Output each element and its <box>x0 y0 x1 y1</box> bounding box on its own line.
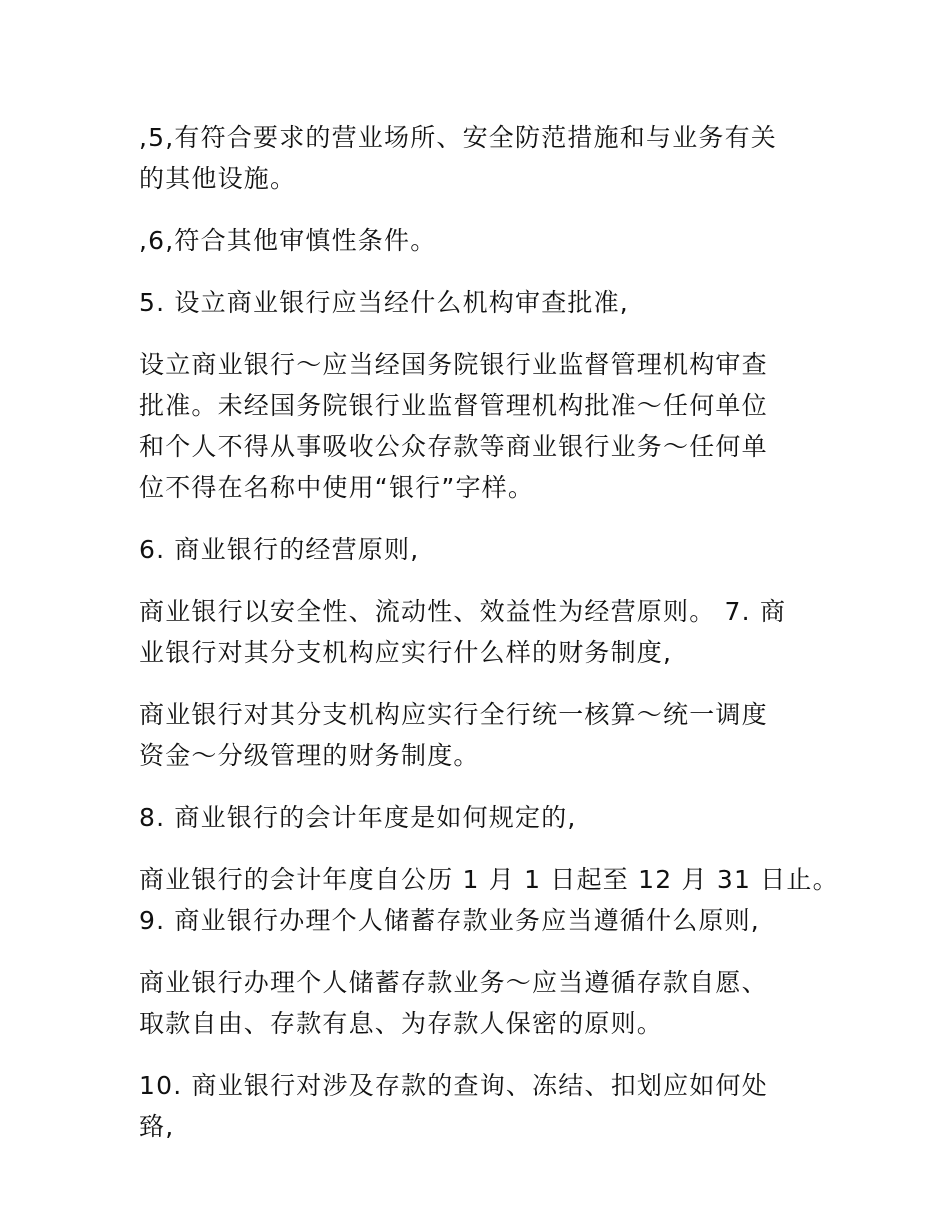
paragraph-1 <box>139 117 819 199</box>
text-line: 商业银行对其分支机构应实行全行统一核算～统一调度 <box>139 700 768 729</box>
text-line: 商业银行的会计年度自公历 1 月 1 日起至 12 月 31 日止。 <box>139 865 839 894</box>
text-line: 和个人不得从事吸收公众存款等商业银行业务～任何单 <box>139 432 768 461</box>
text-line: ,5,有符合要求的营业场所、安全防范措施和与业务有关 <box>139 123 778 152</box>
text-line: 资金～分级管理的财务制度。 <box>139 741 480 770</box>
question-8 <box>139 797 819 838</box>
text-line: 批准。未经国务院银行业监督管理机构批准～任何单位 <box>139 391 768 420</box>
paragraph-2 <box>139 220 819 261</box>
text-line: 5. 设立商业银行应当经什么机构审查批准, <box>139 288 629 317</box>
text-line: ,6,符合其他审慎性条件。 <box>139 226 437 255</box>
document-body <box>139 117 839 1168</box>
text-line: 9. 商业银行办理个人储蓄存款业务应当遵循什么原则, <box>139 906 760 935</box>
text-line: 8. 商业银行的会计年度是如何规定的, <box>139 803 577 832</box>
text-line: 业银行对其分支机构应实行什么样的财务制度, <box>139 638 673 667</box>
text-line: 10. 商业银行对涉及存款的查询、冻结、扣划应如何处 <box>139 1071 768 1100</box>
question-10 <box>139 1065 819 1147</box>
answer-9 <box>139 962 819 1044</box>
text-line: 6. 商业银行的经营原则, <box>139 535 420 564</box>
answer-8-question-9 <box>139 859 839 941</box>
answer-6-question-7 <box>139 591 819 673</box>
text-line: 的其他设施。 <box>139 164 297 193</box>
answer-5 <box>139 344 819 508</box>
question-6 <box>139 529 819 570</box>
answer-7 <box>139 694 819 776</box>
text-line: 位不得在名称中使用“银行”字样。 <box>139 473 535 502</box>
text-line: 取款自由、存款有息、为存款人保密的原则。 <box>139 1009 664 1038</box>
text-line: 商业银行以安全性、流动性、效益性为经营原则。 7. 商 <box>139 597 787 626</box>
text-line: 设立商业银行～应当经国务院银行业监督管理机构审查 <box>139 350 768 379</box>
question-5 <box>139 282 819 323</box>
text-line: 臵, <box>139 1112 175 1141</box>
text-line: 商业银行办理个人储蓄存款业务～应当遵循存款自愿、 <box>139 968 768 997</box>
